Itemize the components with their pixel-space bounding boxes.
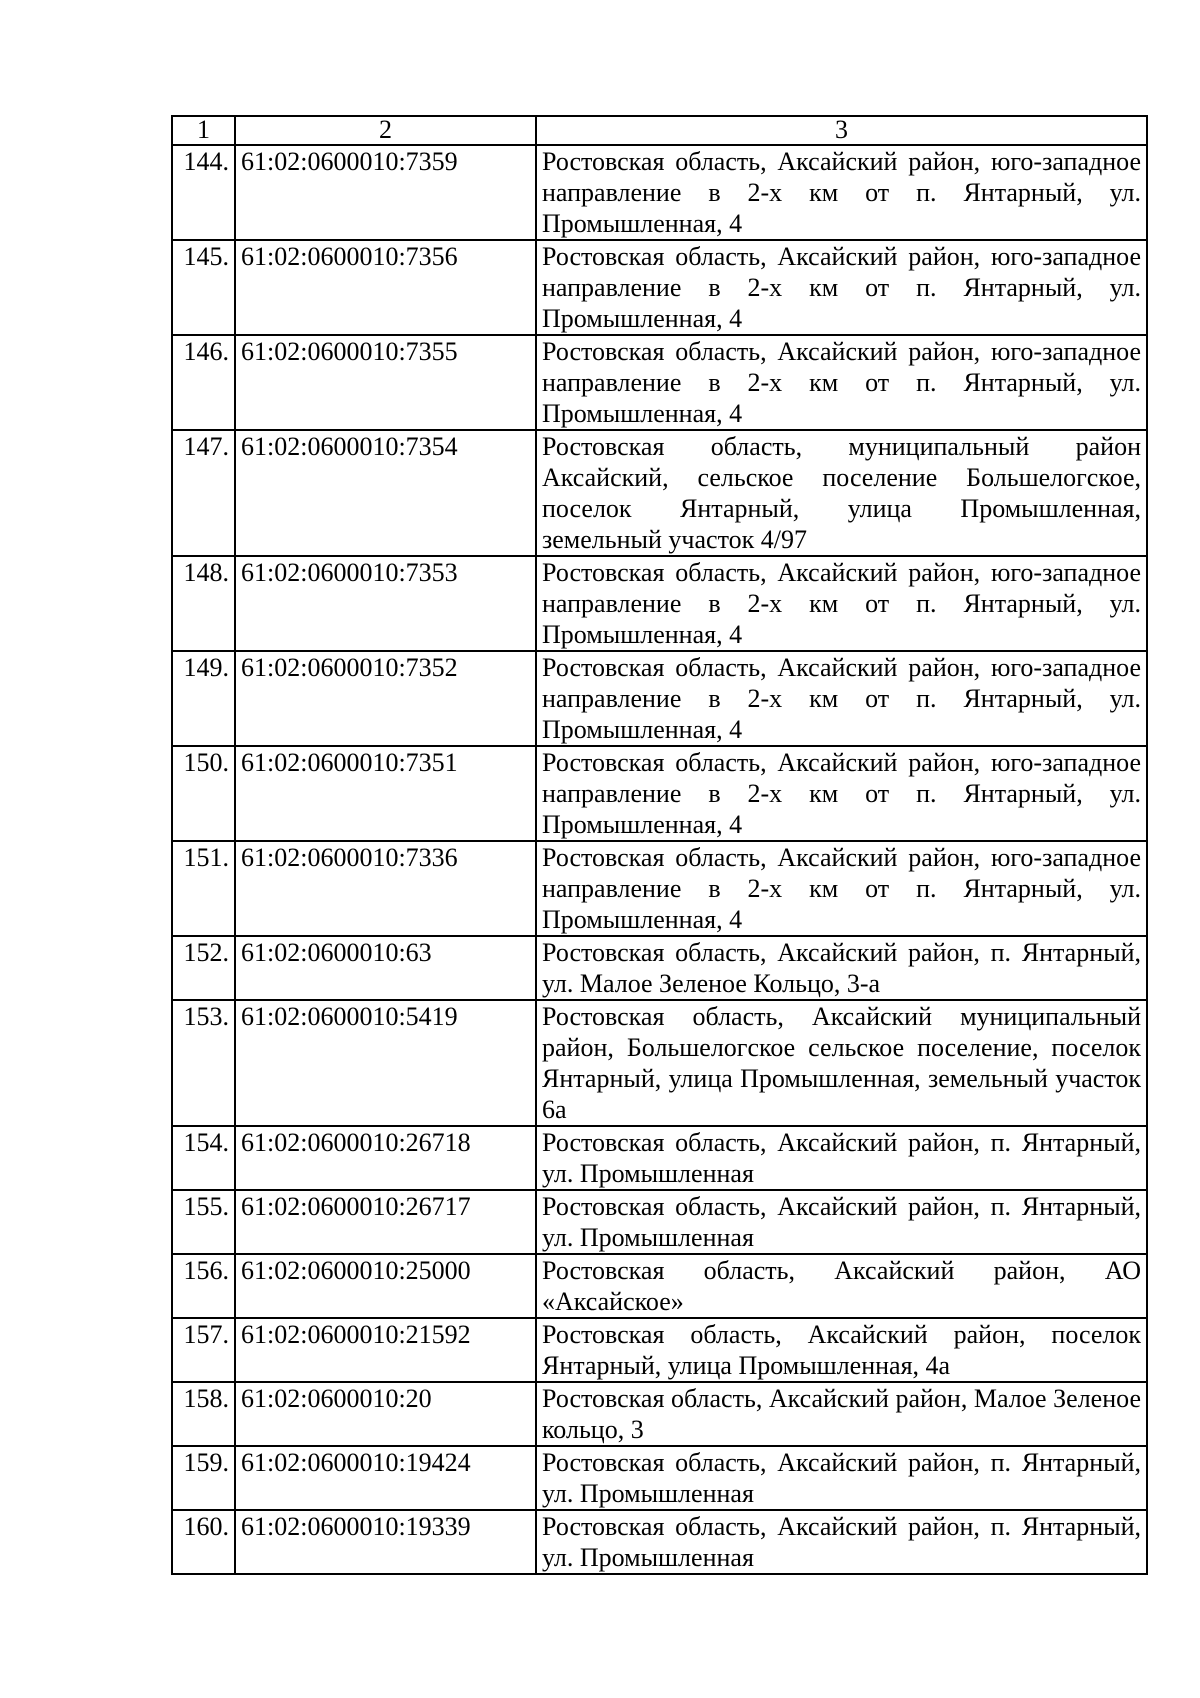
cadastral-number: 61:02:0600010:7336: [235, 841, 536, 936]
cadastral-number: 61:02:0600010:20: [235, 1382, 536, 1446]
table-row: [172, 1190, 1147, 1254]
cadastral-number: 61:02:0600010:7354: [235, 430, 536, 556]
table-row: [172, 335, 1147, 430]
address-cell: Ростовская область, Аксайский район, юго-западное направление в 2-х км от п. Янтарный, ул. Промышленная, 4: [536, 556, 1147, 651]
row-number: 152.: [172, 936, 235, 1000]
address-cell: Ростовская область, Аксайский район, юго-западное направление в 2-х км от п. Янтарный, ул. Промышленная, 4: [536, 240, 1147, 335]
column-header-number: 1: [172, 116, 235, 145]
cadastral-number: 61:02:0600010:25000: [235, 1254, 536, 1318]
table-body: [172, 145, 1147, 1574]
cadastral-number: 61:02:0600010:19339: [235, 1510, 536, 1574]
address-cell: Ростовская область, Аксайский район, юго-западное направление в 2-х км от п. Янтарный, ул. Промышленная, 4: [536, 145, 1147, 240]
cadastral-number: 61:02:0600010:19424: [235, 1446, 536, 1510]
cadastral-number: 61:02:0600010:21592: [235, 1318, 536, 1382]
address-cell: Ростовская область, Аксайский район, п. Янтарный, ул. Промышленная: [536, 1510, 1147, 1574]
row-number: 158.: [172, 1382, 235, 1446]
table-row: [172, 1446, 1147, 1510]
address-cell: Ростовская область, муниципальный район Аксайский, сельское поселение Большелогское, поселок Янтарный, улица Промышленная, земельный участок 4/97: [536, 430, 1147, 556]
cadastral-number: 61:02:0600010:7356: [235, 240, 536, 335]
cadastral-number: 61:02:0600010:26718: [235, 1126, 536, 1190]
cadastral-number: 61:02:0600010:26717: [235, 1190, 536, 1254]
row-number: 150.: [172, 746, 235, 841]
table-row: [172, 1126, 1147, 1190]
address-cell: Ростовская область, Аксайский район, п. Янтарный, ул. Промышленная: [536, 1190, 1147, 1254]
address-cell: Ростовская область, Аксайский район, юго-западное направление в 2-х км от п. Янтарный, ул. Промышленная, 4: [536, 335, 1147, 430]
table-row: [172, 1510, 1147, 1574]
row-number: 147.: [172, 430, 235, 556]
cadastral-number: 61:02:0600010:5419: [235, 1000, 536, 1126]
address-cell: Ростовская область, Аксайский район, юго-западное направление в 2-х км от п. Янтарный, ул. Промышленная, 4: [536, 651, 1147, 746]
table-row: [172, 841, 1147, 936]
cadastral-number: 61:02:0600010:7351: [235, 746, 536, 841]
cadastral-table: [171, 115, 1148, 1575]
table-row: [172, 556, 1147, 651]
table-row: [172, 651, 1147, 746]
cadastral-number: 61:02:0600010:7353: [235, 556, 536, 651]
column-header-cadastral: 2: [235, 116, 536, 145]
address-cell: Ростовская область, Аксайский район, Малое Зеленое кольцо, 3: [536, 1382, 1147, 1446]
address-cell: Ростовская область, Аксайский район, АО «Аксайское»: [536, 1254, 1147, 1318]
address-cell: Ростовская область, Аксайский район, юго-западное направление в 2-х км от п. Янтарный, ул. Промышленная, 4: [536, 841, 1147, 936]
row-number: 151.: [172, 841, 235, 936]
row-number: 157.: [172, 1318, 235, 1382]
address-cell: Ростовская область, Аксайский район, п. Янтарный, ул. Малое Зеленое Кольцо, 3-а: [536, 936, 1147, 1000]
row-number: 156.: [172, 1254, 235, 1318]
row-number: 146.: [172, 335, 235, 430]
table-row: [172, 145, 1147, 240]
table-header: [172, 116, 1147, 145]
address-cell: Ростовская область, Аксайский район, поселок Янтарный, улица Промышленная, 4а: [536, 1318, 1147, 1382]
table-row: [172, 936, 1147, 1000]
row-number: 148.: [172, 556, 235, 651]
table-row: [172, 1254, 1147, 1318]
cadastral-number: 61:02:0600010:7355: [235, 335, 536, 430]
cadastral-number: 61:02:0600010:7359: [235, 145, 536, 240]
header-row: [172, 116, 1147, 145]
address-cell: Ростовская область, Аксайский район, п. Янтарный, ул. Промышленная: [536, 1126, 1147, 1190]
table-row: [172, 746, 1147, 841]
address-cell: Ростовская область, Аксайский район, п. Янтарный, ул. Промышленная: [536, 1446, 1147, 1510]
table-row: [172, 1318, 1147, 1382]
cadastral-number: 61:02:0600010:7352: [235, 651, 536, 746]
row-number: 159.: [172, 1446, 235, 1510]
row-number: 149.: [172, 651, 235, 746]
row-number: 153.: [172, 1000, 235, 1126]
address-cell: Ростовская область, Аксайский муниципальный район, Большелогское сельское поселение, поселок Янтарный, улица Промышленная, земельный участок 6а: [536, 1000, 1147, 1126]
table-row: [172, 240, 1147, 335]
table-row: [172, 1382, 1147, 1446]
table-row: [172, 430, 1147, 556]
column-header-address: 3: [536, 116, 1147, 145]
row-number: 144.: [172, 145, 235, 240]
row-number: 154.: [172, 1126, 235, 1190]
row-number: 155.: [172, 1190, 235, 1254]
row-number: 145.: [172, 240, 235, 335]
cadastral-number: 61:02:0600010:63: [235, 936, 536, 1000]
table-row: [172, 1000, 1147, 1126]
row-number: 160.: [172, 1510, 235, 1574]
address-cell: Ростовская область, Аксайский район, юго-западное направление в 2-х км от п. Янтарный, ул. Промышленная, 4: [536, 746, 1147, 841]
